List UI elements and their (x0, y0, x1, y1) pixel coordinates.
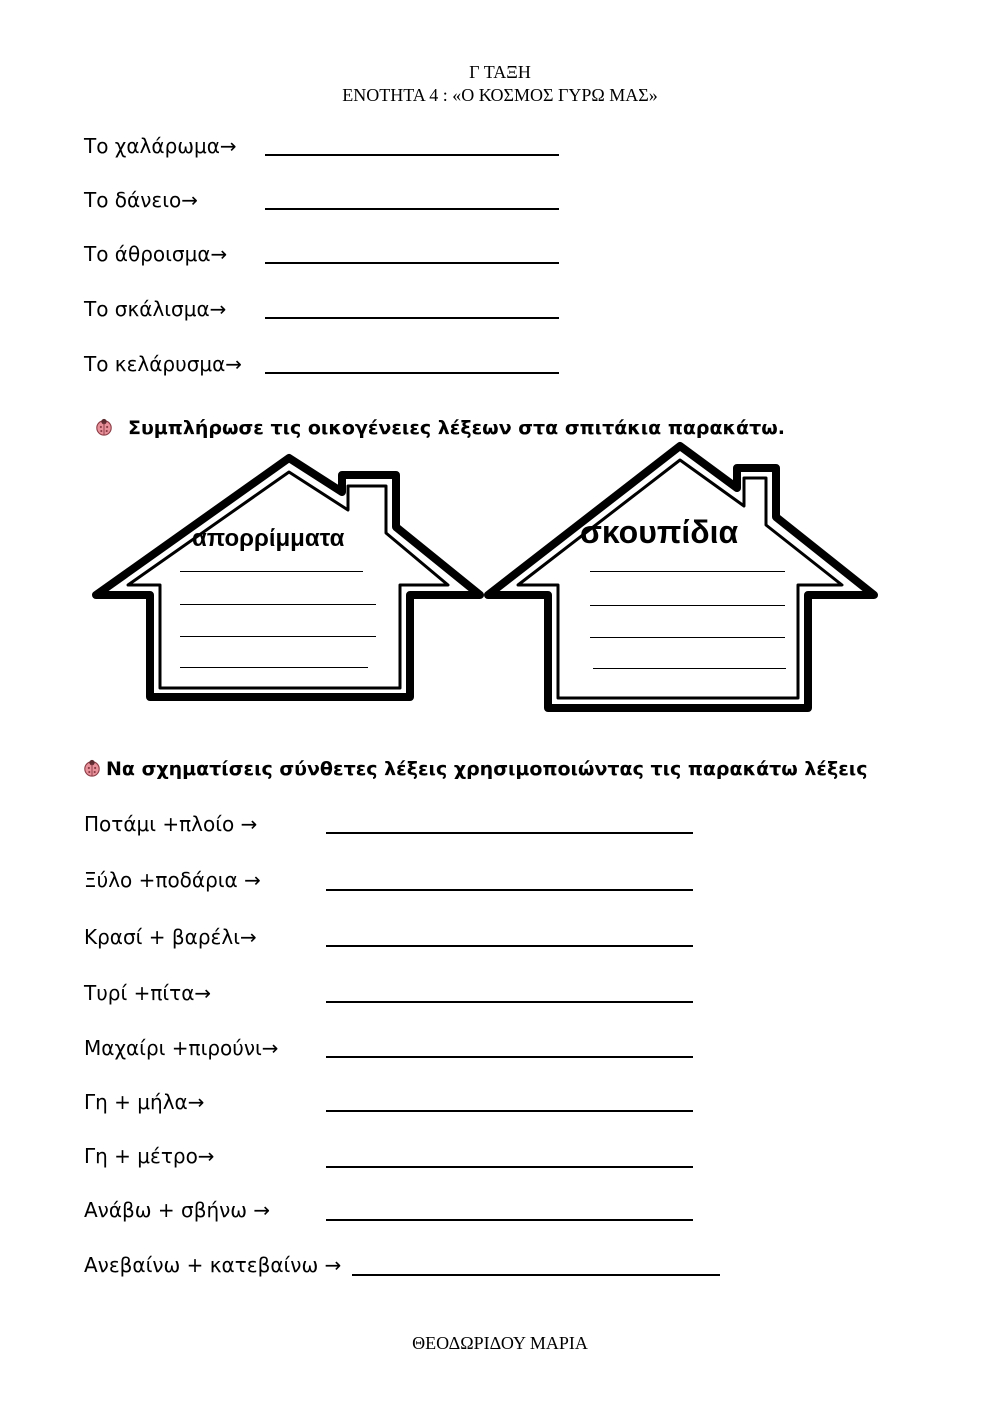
house-2-line-4[interactable] (593, 668, 786, 669)
word-row-4 (84, 297, 226, 321)
compound-row-8: Ανάβω + σβήνω → (84, 1198, 271, 1222)
compound-row-7: Γη + μέτρο→ (84, 1144, 215, 1168)
answer-blank-4[interactable] (265, 317, 559, 319)
word-label: Το κελάρυσμα (84, 352, 226, 376)
compound-row-4: Τυρί +πίτα→ (84, 981, 212, 1005)
word-label: Το χαλάρωμα (84, 134, 220, 158)
compound-row-2: Ξύλο +ποδάρια → (84, 868, 261, 892)
ladybug-icon (95, 418, 113, 436)
compound-blank-2[interactable] (326, 889, 693, 891)
house-2-line-3[interactable] (590, 637, 785, 638)
compound-blank-3[interactable] (326, 945, 693, 947)
house-2-line-2[interactable] (590, 605, 785, 606)
word-label: Το σκάλισμα (84, 297, 210, 321)
arrow-icon: → (181, 188, 198, 212)
word-row-3 (84, 242, 227, 266)
instruction-word-families: Συμπλήρωσε τις οικογένειες λέξεων στα σπιτάκια παρακάτω. (128, 417, 785, 439)
instruction-compound-words: Να σχηματίσεις σύνθετες λέξεις χρησιμοποιώντας τις παρακάτω λέξεις (106, 758, 868, 780)
word-label: Το δάνειο (84, 188, 182, 212)
compound-row-3: Κρασί + βαρέλι→ (84, 925, 257, 949)
word-row-2 (84, 188, 198, 212)
compound-blank-7[interactable] (326, 1166, 693, 1168)
compound-row-6: Γη + μήλα→ (84, 1090, 205, 1114)
house-1-line-4[interactable] (180, 667, 368, 668)
compound-row-1: Ποτάμι +πλοίο → (84, 812, 258, 836)
word-label: Το άθροισμα (84, 242, 211, 266)
house-1-line-3[interactable] (180, 636, 376, 637)
answer-blank-5[interactable] (265, 372, 559, 374)
house-1 (90, 450, 490, 710)
compound-blank-4[interactable] (326, 1001, 693, 1003)
compound-blank-6[interactable] (326, 1110, 693, 1112)
word-row-1 (84, 134, 237, 158)
compound-blank-5[interactable] (326, 1056, 693, 1058)
arrow-icon: → (219, 134, 237, 158)
unit-heading: ΕΝΟΤΗΤΑ 4 : «Ο ΚΟΣΜΟΣ ΓΥΡΩ ΜΑΣ» (342, 85, 658, 105)
arrow-icon: → (225, 352, 243, 376)
answer-blank-2[interactable] (265, 208, 559, 210)
compound-row-5: Μαχαίρι +πιρούνι→ (84, 1036, 279, 1060)
arrow-icon: → (210, 242, 228, 266)
house-2-line-1[interactable] (590, 571, 785, 572)
house-2-title: σκουπίδια (580, 514, 739, 550)
word-row-5 (84, 352, 242, 376)
answer-blank-1[interactable] (265, 154, 559, 156)
compound-blank-9[interactable] (352, 1274, 720, 1276)
grade-heading: Γ ΤΑΞΗ (469, 62, 531, 82)
house-2 (482, 440, 882, 715)
compound-row-9: Ανεβαίνω + κατεβαίνω → (84, 1253, 342, 1277)
author-footer: ΘΕΟΔΩΡΙΔΟΥ ΜΑΡΙΑ (412, 1333, 588, 1353)
house-1-title: απορρίμματα (192, 525, 345, 552)
house-1-line-1[interactable] (180, 571, 363, 572)
compound-blank-8[interactable] (326, 1219, 693, 1221)
ladybug-icon (83, 759, 101, 777)
arrow-icon: → (209, 297, 227, 321)
house-1-line-2[interactable] (180, 604, 376, 605)
answer-blank-3[interactable] (265, 262, 559, 264)
compound-blank-1[interactable] (326, 832, 693, 834)
